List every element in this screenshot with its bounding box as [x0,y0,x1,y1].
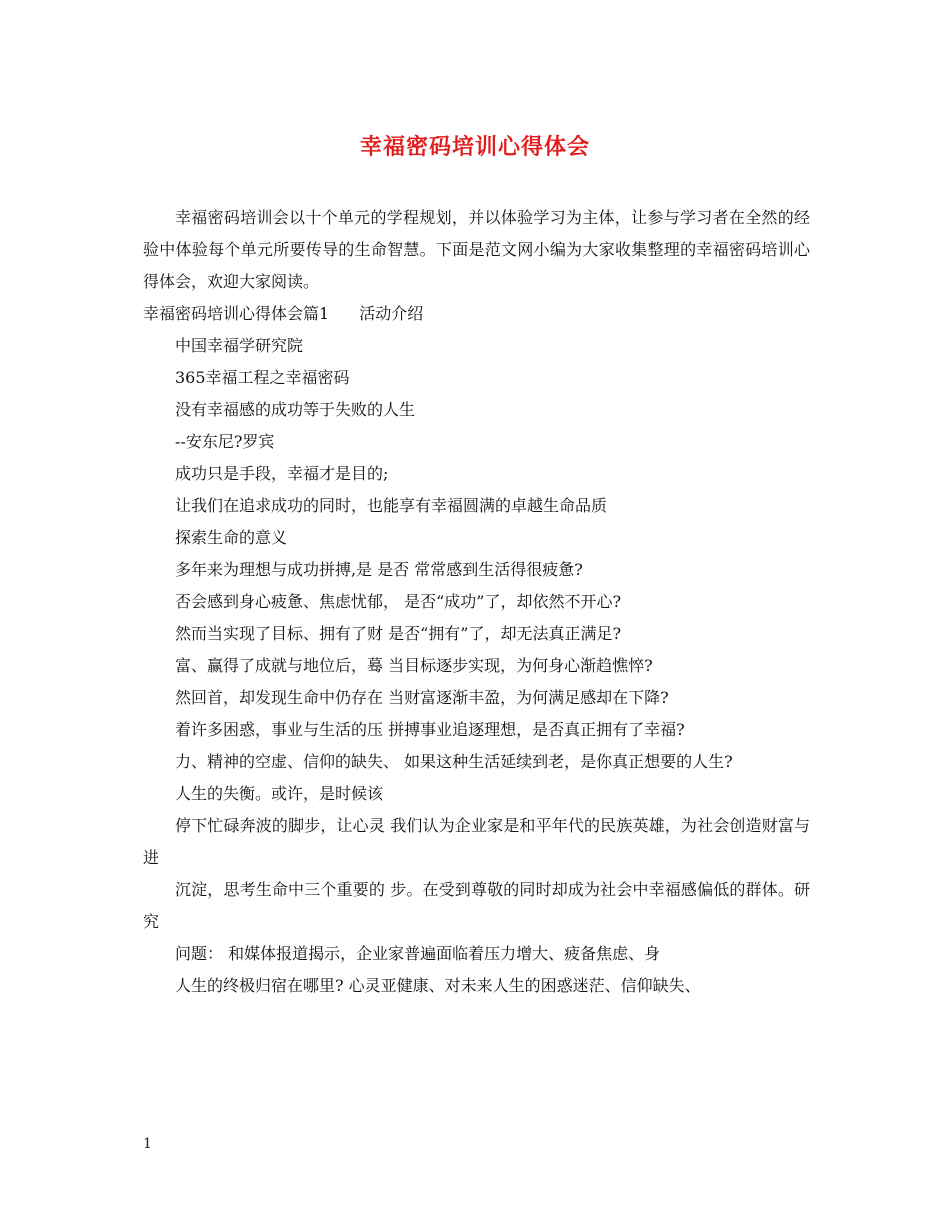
body-line: 成功只是手段，幸福才是目的; [175,464,389,483]
document-body [143,202,810,1002]
body-line: 问题： 和媒体报道揭示，企业家普遍面临着压力增大、疲备焦虑、身 [175,944,661,963]
body-line: 然回首，却发现生命中仍存在 当财富逐渐丰盈，为何满足感却在下降? [175,688,669,707]
body-line: 没有幸福感的成功等于失败的人生 [175,400,416,419]
body-line: 沉淀，思考生命中三个重要的 步。在受到尊敬的同时却成为社会中幸福感偏低的群体。研究 [143,880,810,931]
body-line: 富、赢得了成就与地位后，蓦 当目标逐步实现，为何身心渐趋憔悴? [175,656,653,675]
document-title: 幸福密码培训心得体会 [359,134,590,160]
body-line: 人生的终极归宿在哪里? 心灵亚健康、对未来人生的困惑迷茫、信仰缺失、 [175,976,701,995]
body-line: 中国幸福学研究院 [175,336,304,355]
page-number: 1 [143,1136,152,1152]
body-line: 否会感到身心疲惫、焦虑忧郁， 是否“成功”了，却依然不开心? [175,592,622,611]
section-heading: 幸福密码培训心得体会篇1 [143,304,330,323]
body-line: 然而当实现了目标、拥有了财 是否“拥有”了，却无法真正满足? [175,624,622,643]
body-line: --安东尼?罗宾 [175,432,275,451]
body-line: 力、精神的空虚、信仰的缺失、 如果这种生活延续到老，是你真正想要的人生? [175,752,733,771]
body-line: 停下忙碌奔波的脚步，让心灵 我们认为企业家是和平年代的民族英雄，为社会创造财富与进 [143,816,810,867]
body-line: 多年来为理想与成功拼搏,是 是否 常常感到生活得很疲惫? [175,560,583,579]
body-line: 着许多困惑，事业与生活的压 拼搏事业追逐理想，是否真正拥有了幸福? [175,720,685,739]
section-heading-line [143,298,810,330]
body-line: 人生的失衡。或许，是时候该 [175,784,384,803]
intro-paragraph: 幸福密码培训会以十个单元的学程规划，并以体验学习为主体，让参与学习者在全然的经验中体验每个单元所要传导的生命智慧。下面是范文网小编为大家收集整理的幸福密码培训心得体会，欢迎大家阅读。 [143,208,810,291]
body-line: 探索生命的意义 [175,528,288,547]
section-subheading: 活动介绍 [359,304,424,323]
body-line: 365幸福工程之幸福密码 [175,368,350,387]
body-line: 让我们在追求成功的同时，也能享有幸福圆满的卓越生命品质 [175,496,608,515]
